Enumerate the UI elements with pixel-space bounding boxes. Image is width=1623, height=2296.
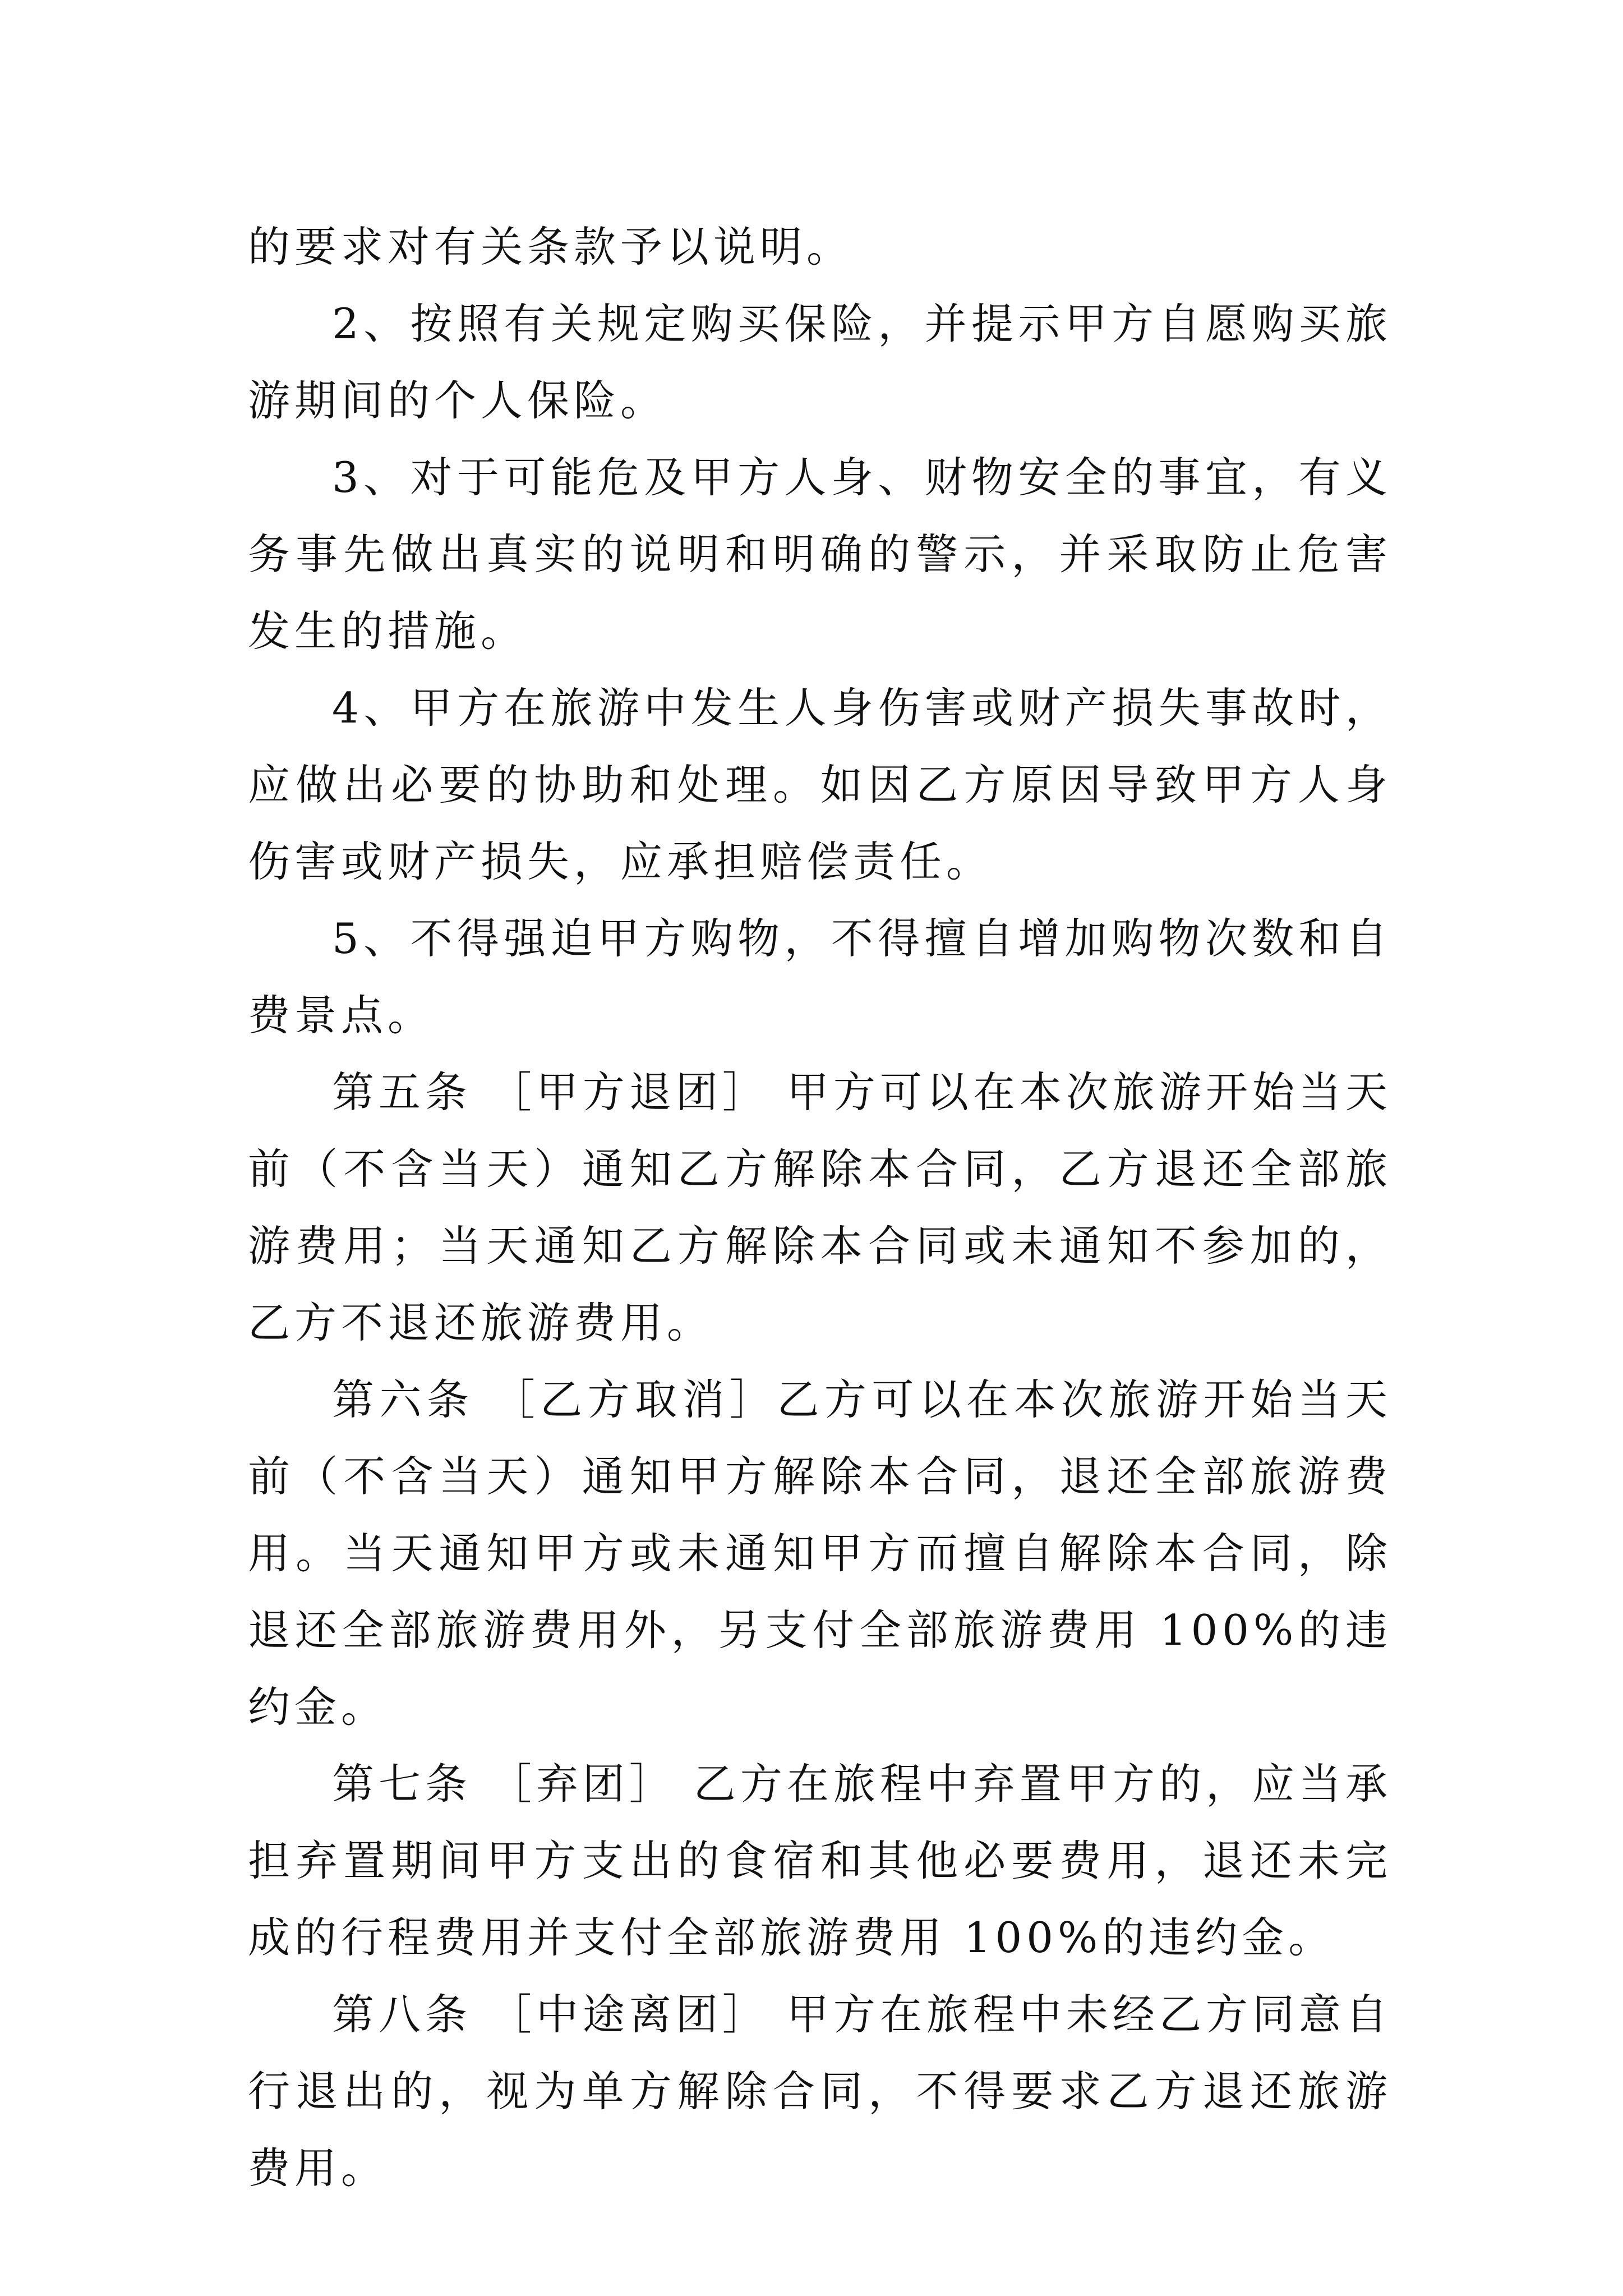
paragraph-continuation: 的要求对有关条款予以说明。: [248, 222, 854, 272]
paragraph-article-5: 第五条 ［甲方退团］ 甲方可以在本次旅游开始当天前（不含当天）通知乙方解除本合同，乙方退还全部旅游费用；当天通知乙方解除本合同或未通知不参加的，乙方不退还旅游费用。: [248, 1068, 1392, 1347]
paragraph-accident-assistance: 4、甲方在旅游中发生人身伤害或财产损失事故时，应做出必要的协助和处理。如因乙方原因导致甲方人身伤害或财产损失，应承担赔偿责任。: [248, 683, 1392, 886]
paragraph-insurance: 2、按照有关规定购买保险，并提示甲方自愿购买旅游期间的个人保险。: [248, 299, 1392, 425]
paragraph-no-forced-shopping: 5、不得强迫甲方购物，不得擅自增加购物次数和自费景点。: [248, 914, 1392, 1040]
contract-body: [248, 209, 1392, 2207]
paragraph-article-6: 第六条 ［乙方取消］乙方可以在本次旅游开始当天前（不含当天）通知甲方解除本合同，退还全部旅游费用。当天通知甲方或未通知甲方而擅自解除本合同，除退还全部旅游费用外，另支付全部旅游费用 100%的违约金。: [248, 1375, 1392, 1732]
paragraph-article-8: 第八条 ［中途离团］ 甲方在旅程中未经乙方同意自行退出的，视为单方解除合同，不得要求乙方退还旅游费用。: [248, 1990, 1392, 2193]
paragraph-article-7: 第七条 ［弃团］ 乙方在旅程中弃置甲方的，应当承担弃置期间甲方支出的食宿和其他必要费用，退还未完成的行程费用并支付全部旅游费用 100%的违约金。: [248, 1759, 1392, 1962]
paragraph-safety-warning: 3、对于可能危及甲方人身、财物安全的事宜，有义务事先做出真实的说明和明确的警示，并采取防止危害发生的措施。: [248, 453, 1392, 656]
